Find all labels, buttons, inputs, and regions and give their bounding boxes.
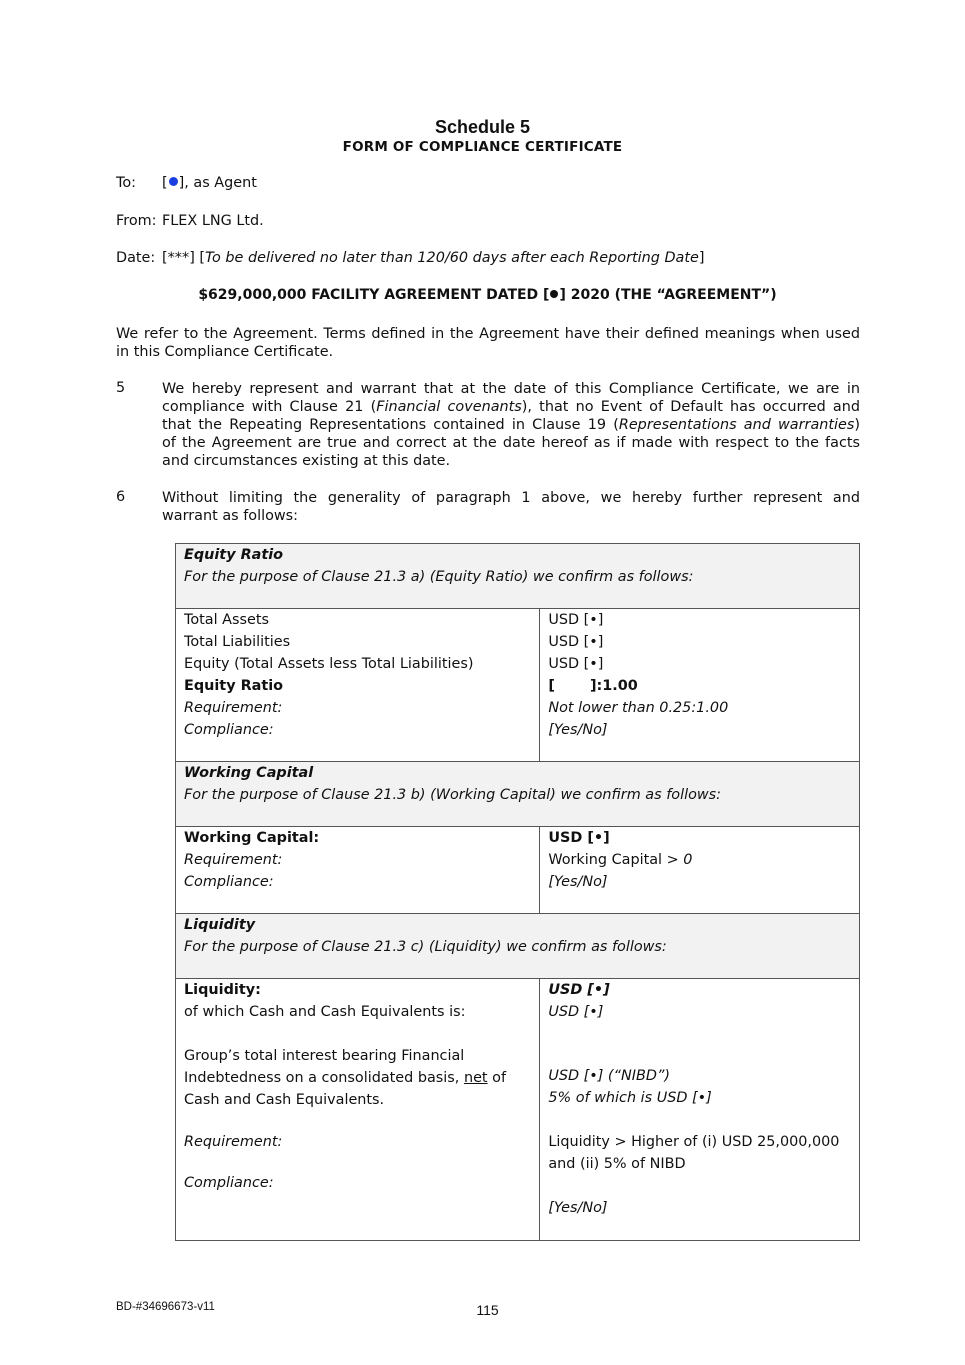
date-note: To be delivered no later than 120/60 days after each Reporting Date — [205, 250, 699, 266]
liquidity-title: Liquidity — [184, 917, 256, 933]
working-capital-body: Working Capital: Requirement: Compliance: USD [•] Working Capital > 0 [Yes/No] — [176, 827, 860, 914]
page-number: 115 — [476, 1302, 499, 1318]
working-capital-intro: For the purpose of Clause 21.3 b) (Working Capital) we confirm as follows: — [184, 787, 721, 803]
schedule-title: Schedule 5 — [434, 117, 531, 137]
paragraph-5-number: 5 — [116, 380, 126, 396]
intro-paragraph: We refer to the Agreement. Terms defined in the Agreement have their defined meanings when used in this Compliance Certificate. — [116, 326, 860, 360]
equity-ratio-value: [ ]:1.00 — [548, 678, 638, 694]
date-line: Date: [***] [To be delivered no later than 120/60 days after each Reporting Date] — [116, 250, 705, 266]
from-line — [116, 213, 264, 229]
agreement-heading: $629,000,000 FACILITY AGREEMENT DATED [ ] 2020 (THE “AGREEMENT”) — [198, 287, 777, 303]
paragraph-6: Without limiting the generality of paragraph 1 above, we hereby further represent and warrant as follows: — [162, 490, 860, 524]
date-label: Date: — [116, 250, 156, 266]
document-reference: BD-#34696673-v11 — [116, 1301, 215, 1313]
equity-ratio-title: Equity Ratio — [184, 547, 284, 563]
from-value: FLEX LNG Ltd. — [162, 213, 264, 229]
equity-ratio-body: Total Assets Total Liabilities Equity (Total Assets less Total Liabilities) Equity Ratio Requirement: Compliance: USD [•] USD [•] USD [•] [ ]:1.00 Not lower than 0.25:1.00 [Yes/No] — [176, 609, 860, 762]
equity-ratio-header — [176, 544, 860, 609]
placeholder-bullet-icon — [169, 177, 178, 186]
working-capital-title: Working Capital — [184, 765, 314, 781]
compliance-table — [175, 543, 860, 1241]
equity-ratio-intro: For the purpose of Clause 21.3 a) (Equity Ratio) we confirm as follows: — [184, 569, 694, 585]
working-capital-header — [176, 762, 860, 827]
from-label: From: — [116, 213, 157, 229]
liquidity-body: Liquidity: of which Cash and Cash Equivalents is: Group’s total interest bearing Financial Indebtedness on a consolidated basis, net of Cash and Cash Equivalents. Requirement: Compliance: USD [•] USD [•] USD [•] (“NIBD”) 5% of which is USD [•] Liquidity > Higher of (i) USD 25,000,000 and (ii) 5% of NIBD [Yes/No] — [176, 979, 860, 1241]
placeholder-bullet-icon — [550, 290, 558, 298]
paragraph-5: We hereby represent and warrant that at the date of this Compliance Certificate, we are in compliance with Clause 21 (Financial covenants), that no Event of Default has occurred and that the Repeating Representations contained in Clause 19 (Representations and warranties) of the Agreement are true and correct at the date hereof as if made with respect to the facts and circumstances existing at this date. — [162, 381, 861, 469]
form-title: FORM OF COMPLIANCE CERTIFICATE — [342, 139, 623, 155]
to-line: To: [ ], as Agent — [116, 175, 257, 191]
paragraph-6-number: 6 — [116, 489, 126, 505]
liquidity-intro: For the purpose of Clause 21.3 c) (Liquidity) we confirm as follows: — [184, 939, 667, 955]
liquidity-header — [176, 914, 860, 979]
to-label: To: — [116, 175, 136, 191]
